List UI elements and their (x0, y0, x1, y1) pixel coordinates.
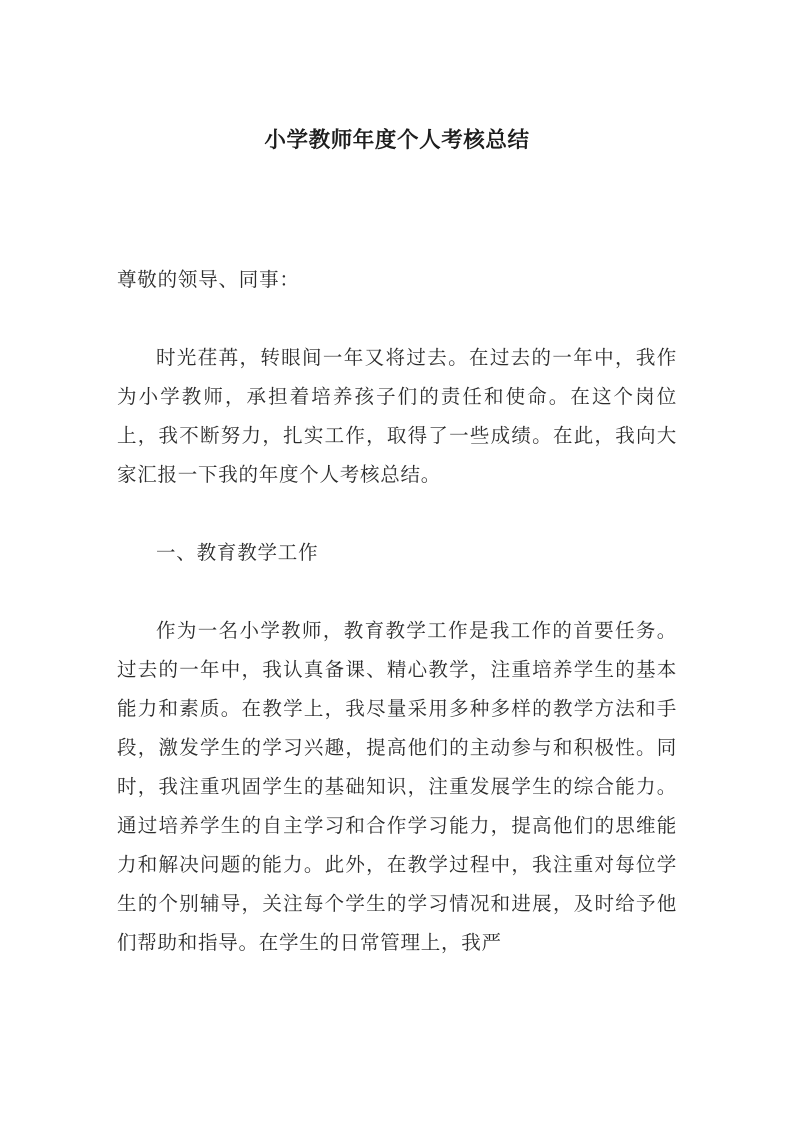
paragraph-section-one-body: 作为一名小学教师，教育教学工作是我工作的首要任务。过去的一年中，我认真备课、精心教学，注重培养学生的基本能力和素质。在教学上，我尽量采用多种多样的教学方法和手段，激发学生的学习兴趣，提高他们的主动参与和积极性。同时，我注重巩固学生的基础知识，注重发展学生的综合能力。通过培养学生的自主学习和合作学习能力，提高他们的思维能力和解决问题的能力。此外，在教学过程中，我注重对每位学生的个别辅导，关注每个学生的学习情况和进展，及时给予他们帮助和指导。在学生的日常管理上，我严 (117, 619, 677, 954)
section-heading-one: 一、教育教学工作 (156, 541, 319, 564)
page-title: 小学教师年度个人考核总结 (264, 128, 530, 153)
document-content (117, 0, 677, 962)
paragraph-intro: 时光荏苒，转眼间一年又将过去。在过去的一年中，我作为小学教师，承担着培养孩子们的责任和使命。在这个岗位上，我不断努力，扎实工作，取得了一些成绩。在此，我向大家汇报一下我的年度个人考核总结。 (117, 346, 677, 486)
salutation-line: 尊敬的领导、同事： (117, 268, 300, 291)
